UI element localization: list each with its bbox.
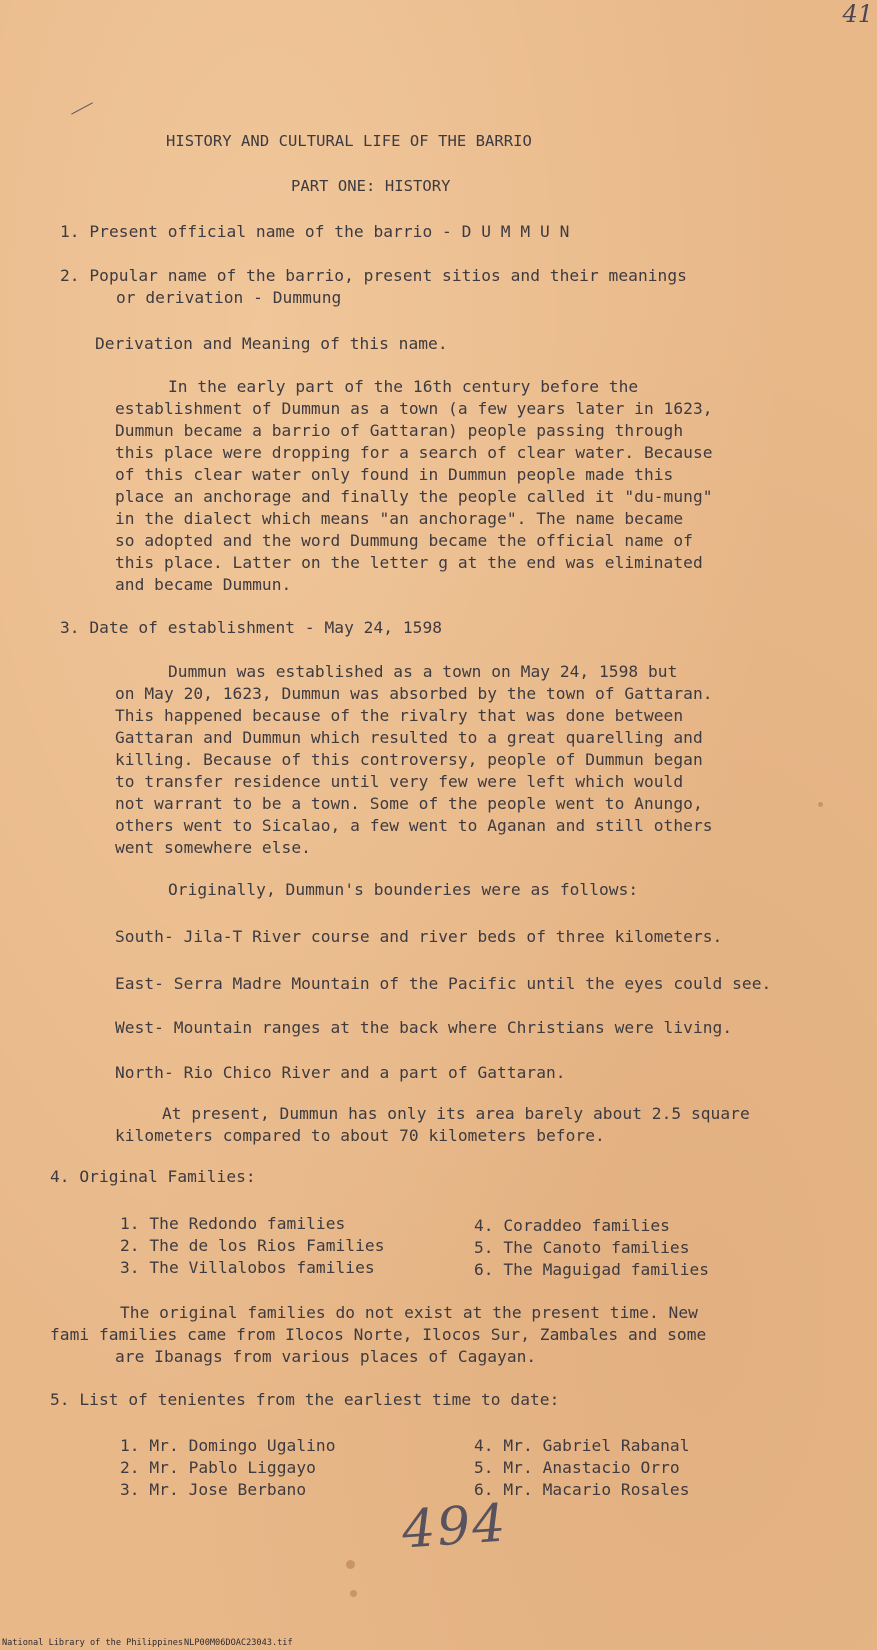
item-2-line-1: 2. Popular name of the barrio, present sitios and their meanings bbox=[60, 266, 687, 285]
teniente-entry: 5. Mr. Anastacio Orro bbox=[474, 1458, 680, 1477]
paragraph-line: on May 20, 1623, Dummun was absorbed by the town of Gattaran. bbox=[115, 684, 713, 703]
paragraph-line: others went to Sicalao, a few went to Aganan and still others bbox=[115, 816, 713, 835]
paragraph-line: establishment of Dummun as a town (a few years later in 1623, bbox=[115, 399, 713, 418]
paragraph-line: Dummun was established as a town on May 24, 1598 but bbox=[168, 662, 678, 681]
corner-page-mark: 41 bbox=[842, 0, 873, 28]
family-entry: 2. The de los Rios Families bbox=[120, 1236, 385, 1255]
teniente-entry: 2. Mr. Pablo Liggayo bbox=[120, 1458, 316, 1477]
boundary-east: East- Serra Madre Mountain of the Pacific until the eyes could see. bbox=[115, 974, 772, 993]
paragraph-line: went somewhere else. bbox=[115, 838, 311, 857]
teniente-entry: 6. Mr. Macario Rosales bbox=[474, 1480, 690, 1499]
family-entry: 5. The Canoto families bbox=[474, 1238, 690, 1257]
pen-mark bbox=[71, 102, 93, 114]
paragraph-line: This happened because of the rivalry that was done between bbox=[115, 706, 684, 725]
paragraph-line: are Ibanags from various places of Cagayan. bbox=[115, 1347, 537, 1366]
item-4-families: 4. Original Families: bbox=[50, 1167, 256, 1186]
paragraph-line: not warrant to be a town. Some of the people went to Anungo, bbox=[115, 794, 703, 813]
handwritten-page-number: 494 bbox=[400, 1493, 510, 1561]
family-entry: 4. Coraddeo families bbox=[474, 1216, 670, 1235]
paper-stain bbox=[818, 802, 823, 807]
paragraph-line: At present, Dummun has only its area barely about 2.5 square bbox=[162, 1104, 750, 1123]
paragraph-line: Dummun became a barrio of Gattaran) people passing through bbox=[115, 421, 684, 440]
paragraph-line: so adopted and the word Dummung became the official name of bbox=[115, 531, 693, 550]
paper-stain bbox=[350, 1590, 357, 1597]
family-entry: 1. The Redondo families bbox=[120, 1214, 346, 1233]
paragraph-line: kilometers compared to about 70 kilometers before. bbox=[115, 1126, 605, 1145]
teniente-entry: 3. Mr. Jose Berbano bbox=[120, 1480, 307, 1499]
paragraph-line: this place. Latter on the letter g at the end was eliminated bbox=[115, 553, 703, 572]
item-3-date: 3. Date of establishment - May 24, 1598 bbox=[60, 618, 443, 637]
paragraph-line: Gattaran and Dummun which resulted to a great quarelling and bbox=[115, 728, 703, 747]
paragraph-line: this place were dropping for a search of clear water. Because bbox=[115, 443, 713, 462]
paragraph-line: The original families do not exist at the present time. New bbox=[120, 1303, 698, 1322]
boundaries-intro: Originally, Dummun's bounderies were as follows: bbox=[168, 880, 639, 899]
family-entry: 3. The Villalobos families bbox=[120, 1258, 375, 1277]
footer-file-name: NLP00M06DOAC23043.tif bbox=[184, 1638, 293, 1648]
derivation-heading: Derivation and Meaning of this name. bbox=[95, 334, 448, 353]
paragraph-line: to transfer residence until very few were left which would bbox=[115, 772, 684, 791]
boundary-north: North- Rio Chico River and a part of Gattaran. bbox=[115, 1063, 566, 1082]
paragraph-line: place an anchorage and finally the people called it "du-mung" bbox=[115, 487, 713, 506]
paragraph-line: and became Dummun. bbox=[115, 575, 292, 594]
boundary-west: West- Mountain ranges at the back where Christians were living. bbox=[115, 1018, 733, 1037]
paragraph-line: fami families came from Ilocos Norte, Ilocos Sur, Zambales and some bbox=[50, 1325, 707, 1344]
part-title: PART ONE: HISTORY bbox=[291, 177, 451, 195]
footer-library-name: National Library of the Philippines bbox=[2, 1638, 184, 1648]
paragraph-line: of this clear water only found in Dummun people made this bbox=[115, 465, 674, 484]
teniente-entry: 1. Mr. Domingo Ugalino bbox=[120, 1436, 336, 1455]
paragraph-line: in the dialect which means "an anchorage". The name became bbox=[115, 509, 684, 528]
family-entry: 6. The Maguigad families bbox=[474, 1260, 710, 1279]
item-5-tenientes: 5. List of tenientes from the earliest time to date: bbox=[50, 1390, 560, 1409]
item-1-official-name: 1. Present official name of the barrio - D U M M U N bbox=[60, 222, 570, 241]
paragraph-line: killing. Because of this controversy, people of Dummun began bbox=[115, 750, 703, 769]
paper-stain bbox=[346, 1560, 355, 1569]
paragraph-line: In the early part of the 16th century before the bbox=[168, 377, 639, 396]
item-2-line-2: or derivation - Dummung bbox=[116, 288, 342, 307]
boundary-south: South- Jila-T River course and river beds of three kilometers. bbox=[115, 927, 723, 946]
document-title: HISTORY AND CULTURAL LIFE OF THE BARRIO bbox=[166, 132, 532, 150]
teniente-entry: 4. Mr. Gabriel Rabanal bbox=[474, 1436, 690, 1455]
